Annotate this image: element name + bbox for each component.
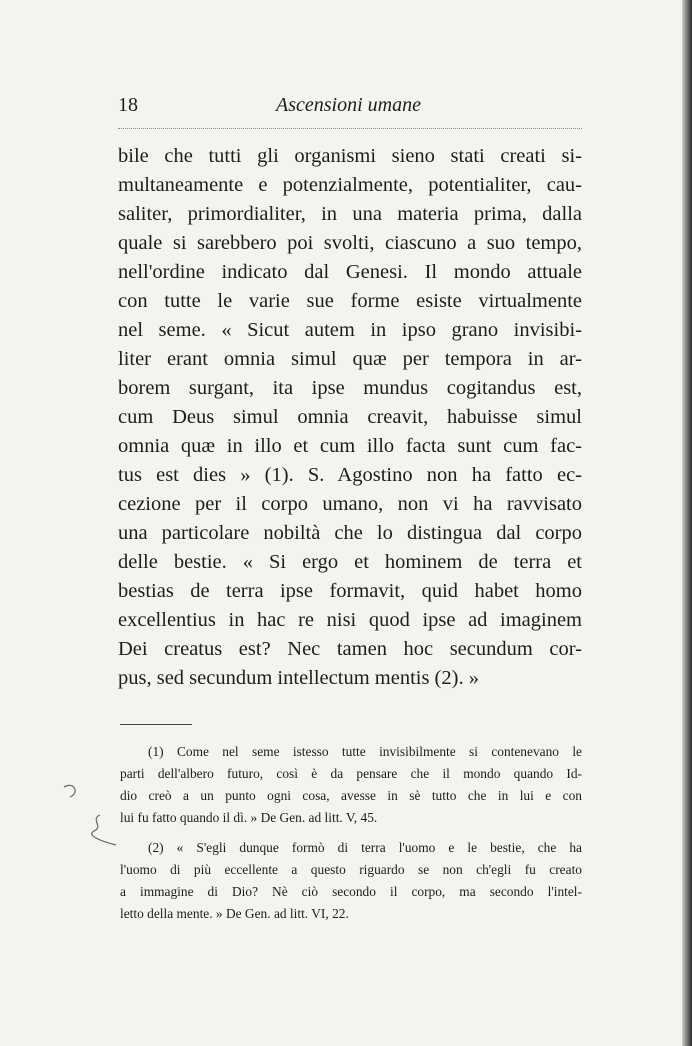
- footnote-rule: [120, 724, 192, 725]
- pencil-margin-mark: [60, 775, 120, 855]
- page-edge-shadow: [682, 0, 692, 1046]
- footnotes: [120, 741, 582, 925]
- body-line: bile che tutti gli organismi sieno stati creati si-: [118, 145, 582, 167]
- body-line: quale si sarebbero poi svolti, ciascuno a suo tempo,: [118, 232, 582, 254]
- footnote-2: [120, 837, 582, 925]
- body-line: nell'ordine indicato dal Genesi. Il mondo attuale: [118, 261, 582, 283]
- body-line: saliter, primordialiter, in una materia prima, dalla: [118, 203, 582, 225]
- body-line: Dei creatus est? Nec tamen hoc secundum cor-: [118, 638, 582, 660]
- page-number: 18: [118, 94, 138, 116]
- footnote-line: (2) « S'egli dunque formò di terra l'uomo e le bestie, che ha: [148, 840, 582, 855]
- footnote-line: lui fu fatto quando il dì. » De Gen. ad litt. V, 45.: [120, 810, 378, 825]
- body-line: multaneamente e potenzialmente, potentialiter, cau-: [118, 174, 582, 196]
- body-line: cum Deus simul omnia creavit, habuisse simul: [118, 406, 582, 428]
- body-text: [118, 142, 582, 693]
- body-line: delle bestie. « Si ergo et hominem de terra et: [118, 551, 582, 573]
- body-line: borem surgant, ita ipse mundus cogitandus est,: [118, 377, 582, 399]
- footnote-line: a immagine di Dio? Nè ciò secondo il corpo, ma secondo l'intel-: [120, 884, 582, 899]
- body-line: liter erant omnia simul quæ per tempora in ar-: [118, 348, 582, 370]
- body-line: pus, sed secundum intellectum mentis (2). »: [118, 667, 479, 689]
- body-line: bestias de terra ipse formavit, quid habet homo: [118, 580, 582, 602]
- body-line: con tutte le varie sue forme esiste virtualmente: [118, 290, 582, 312]
- footnote-line: dio creò a un punto ogni cosa, avesse in sè tutto che in lui e con: [120, 788, 582, 803]
- footnote-line: parti dell'albero futuro, così è da pensare che il mondo quando Id-: [120, 766, 582, 781]
- body-line: excellentius in hac re nisi quod ipse ad imaginem: [118, 609, 582, 631]
- footnote-line: letto della mente. » De Gen. ad litt. VI, 22.: [120, 906, 349, 921]
- footnote-line: (1) Come nel seme istesso tutte invisibilmente si contenevano le: [148, 744, 582, 759]
- body-line: omnia quæ in illo et cum illo facta sunt cum fac-: [118, 435, 582, 457]
- body-line: nel seme. « Sicut autem in ipso grano invisibi-: [118, 319, 582, 341]
- body-line: una particolare nobiltà che lo distingua dal corpo: [118, 522, 582, 544]
- footnote-line: l'uomo di più eccellente a questo riguardo se non ch'egli fu creato: [120, 862, 582, 877]
- header-rule: [118, 128, 582, 129]
- body-line: cezione per il corpo umano, non vi ha ravvisato: [118, 493, 582, 515]
- footnote-1: [120, 741, 582, 829]
- running-title: Ascensioni umane: [276, 94, 421, 116]
- body-line: tus est dies » (1). S. Agostino non ha fatto ec-: [118, 464, 582, 486]
